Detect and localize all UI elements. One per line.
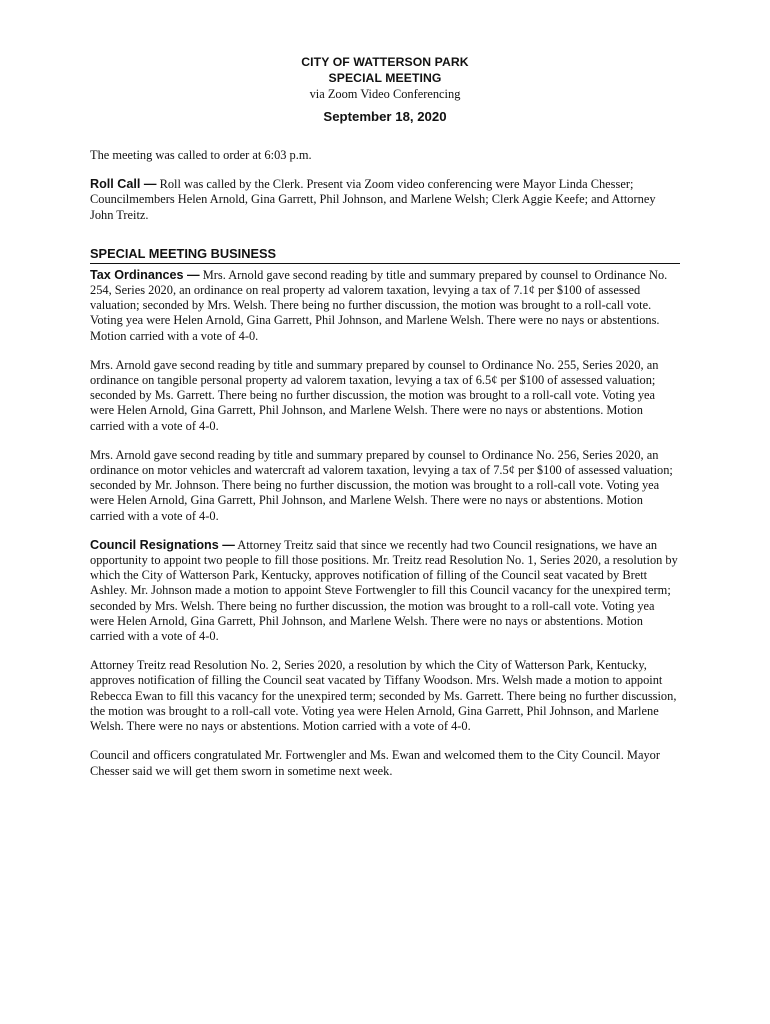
tax-ordinances-paragraph	[90, 268, 680, 344]
tax-ordinances-text: Mrs. Arnold gave second reading by title and summary prepared by counsel to Ordinance No. 254, Series 2020, an ordinance on real property ad valorem taxation, levying a tax of 7.1¢ per $100 of assessed valuation; seconded by Mrs. Welsh. There being no further discussion, the motion was brought to a roll-call vote. Voting yea were Helen Arnold, Gina Garrett, Phil Johnson, and Marlene Welsh. There were no nays or abstentions. Motion carried with a vote of 4-0.	[90, 267, 668, 343]
document-header	[90, 55, 680, 125]
tax-ordinances-heading: Tax Ordinances —	[90, 267, 200, 282]
council-resignations-text: Attorney Treitz said that since we recently had two Council resignations, we have an opportunity to appoint two people to fill those positions. Mr. Treitz read Resolution No. 1, Series 2020, a resolution by which the City of Watterson Park, Kentucky, approves notification of filling of the Council seat vacated by Brett Ashley. Mr. Johnson made a motion to appoint Steve Fortwengler to fill this Council vacancy for the unexpired term; seconded by Mrs. Welsh. There being no further discussion, the motion was brought to a roll-call vote. Voting yea were Helen Arnold, Gina Garrett, Phil Johnson, and Marlene Welsh. There were no nays or abstentions. Motion carried with a vote of 4-0.	[90, 537, 678, 644]
ordinance-255-paragraph: Mrs. Arnold gave second reading by title and summary prepared by counsel to Ordinance No. 255, Series 2020, an ordinance on tangible personal property ad valorem taxation, levying a tax of 6.5¢ per $100 of assessed valuation; seconded by Ms. Garrett. There being no further discussion, the motion was brought to a roll-call vote. Voting yea were Helen Arnold, Gina Garrett, Phil Johnson, and Marlene Welsh. There were no nays or abstentions. Motion carried with a vote of 4-0.	[90, 357, 659, 433]
minutes-page	[90, 55, 680, 779]
resolution-2-paragraph: Attorney Treitz read Resolution No. 2, Series 2020, a resolution by which the City of Watterson Park, Kentucky, approves notification of filling the Council seat vacated by Tiffany Woodson. Mrs. Welsh made a motion to appoint Rebecca Ewan to fill this vacancy for the unexpired term; seconded by Ms. Garrett. There being no further discussion, the motion was brought to a roll-call vote. Voting yea were Helen Arnold, Gina Garrett, Phil Johnson, and Marlene Welsh. There were no nays or abstentions. Motion carried with a vote of 4-0.	[90, 658, 677, 734]
section-heading: SPECIAL MEETING BUSINESS	[90, 246, 680, 264]
congratulations-paragraph: Council and officers congratulated Mr. Fortwengler and Ms. Ewan and welcomed them to the City Council. Mayor Chesser said we will get them sworn in sometime next week.	[90, 748, 660, 778]
roll-call-heading: Roll Call —	[90, 177, 157, 192]
council-resignations-paragraph	[90, 538, 680, 644]
meeting-type: SPECIAL MEETING	[328, 70, 442, 85]
meeting-date: September 18, 2020	[323, 109, 447, 124]
roll-call-text: Roll was called by the Clerk. Present via Zoom video conferencing were Mayor Linda Chesser; Councilmembers Helen Arnold, Gina Garrett, Phil Johnson, and Marlene Welsh; Clerk Aggie Keefe; and Attorney John Treitz.	[90, 177, 656, 222]
meeting-venue: via Zoom Video Conferencing	[309, 87, 461, 101]
ordinance-256-paragraph: Mrs. Arnold gave second reading by title and summary prepared by counsel to Ordinance No. 256, Series 2020, an ordinance on motor vehicles and watercraft ad valorem taxation, levying a tax of 7.5¢ per $100 of assessed valuation; seconded by Mr. Johnson. There being no further discussion, the motion was brought to a roll-call vote. Voting yea were Helen Arnold, Gina Garrett, Phil Johnson, and Marlene Welsh. There were no nays or abstentions. Motion carried with a vote of 4-0.	[90, 447, 673, 523]
call-to-order-paragraph: The meeting was called to order at 6:03 p.m.	[90, 148, 312, 162]
city-name: CITY OF WATTERSON PARK	[301, 55, 469, 69]
council-resignations-heading: Council Resignations —	[90, 537, 235, 552]
roll-call-paragraph	[90, 177, 680, 223]
